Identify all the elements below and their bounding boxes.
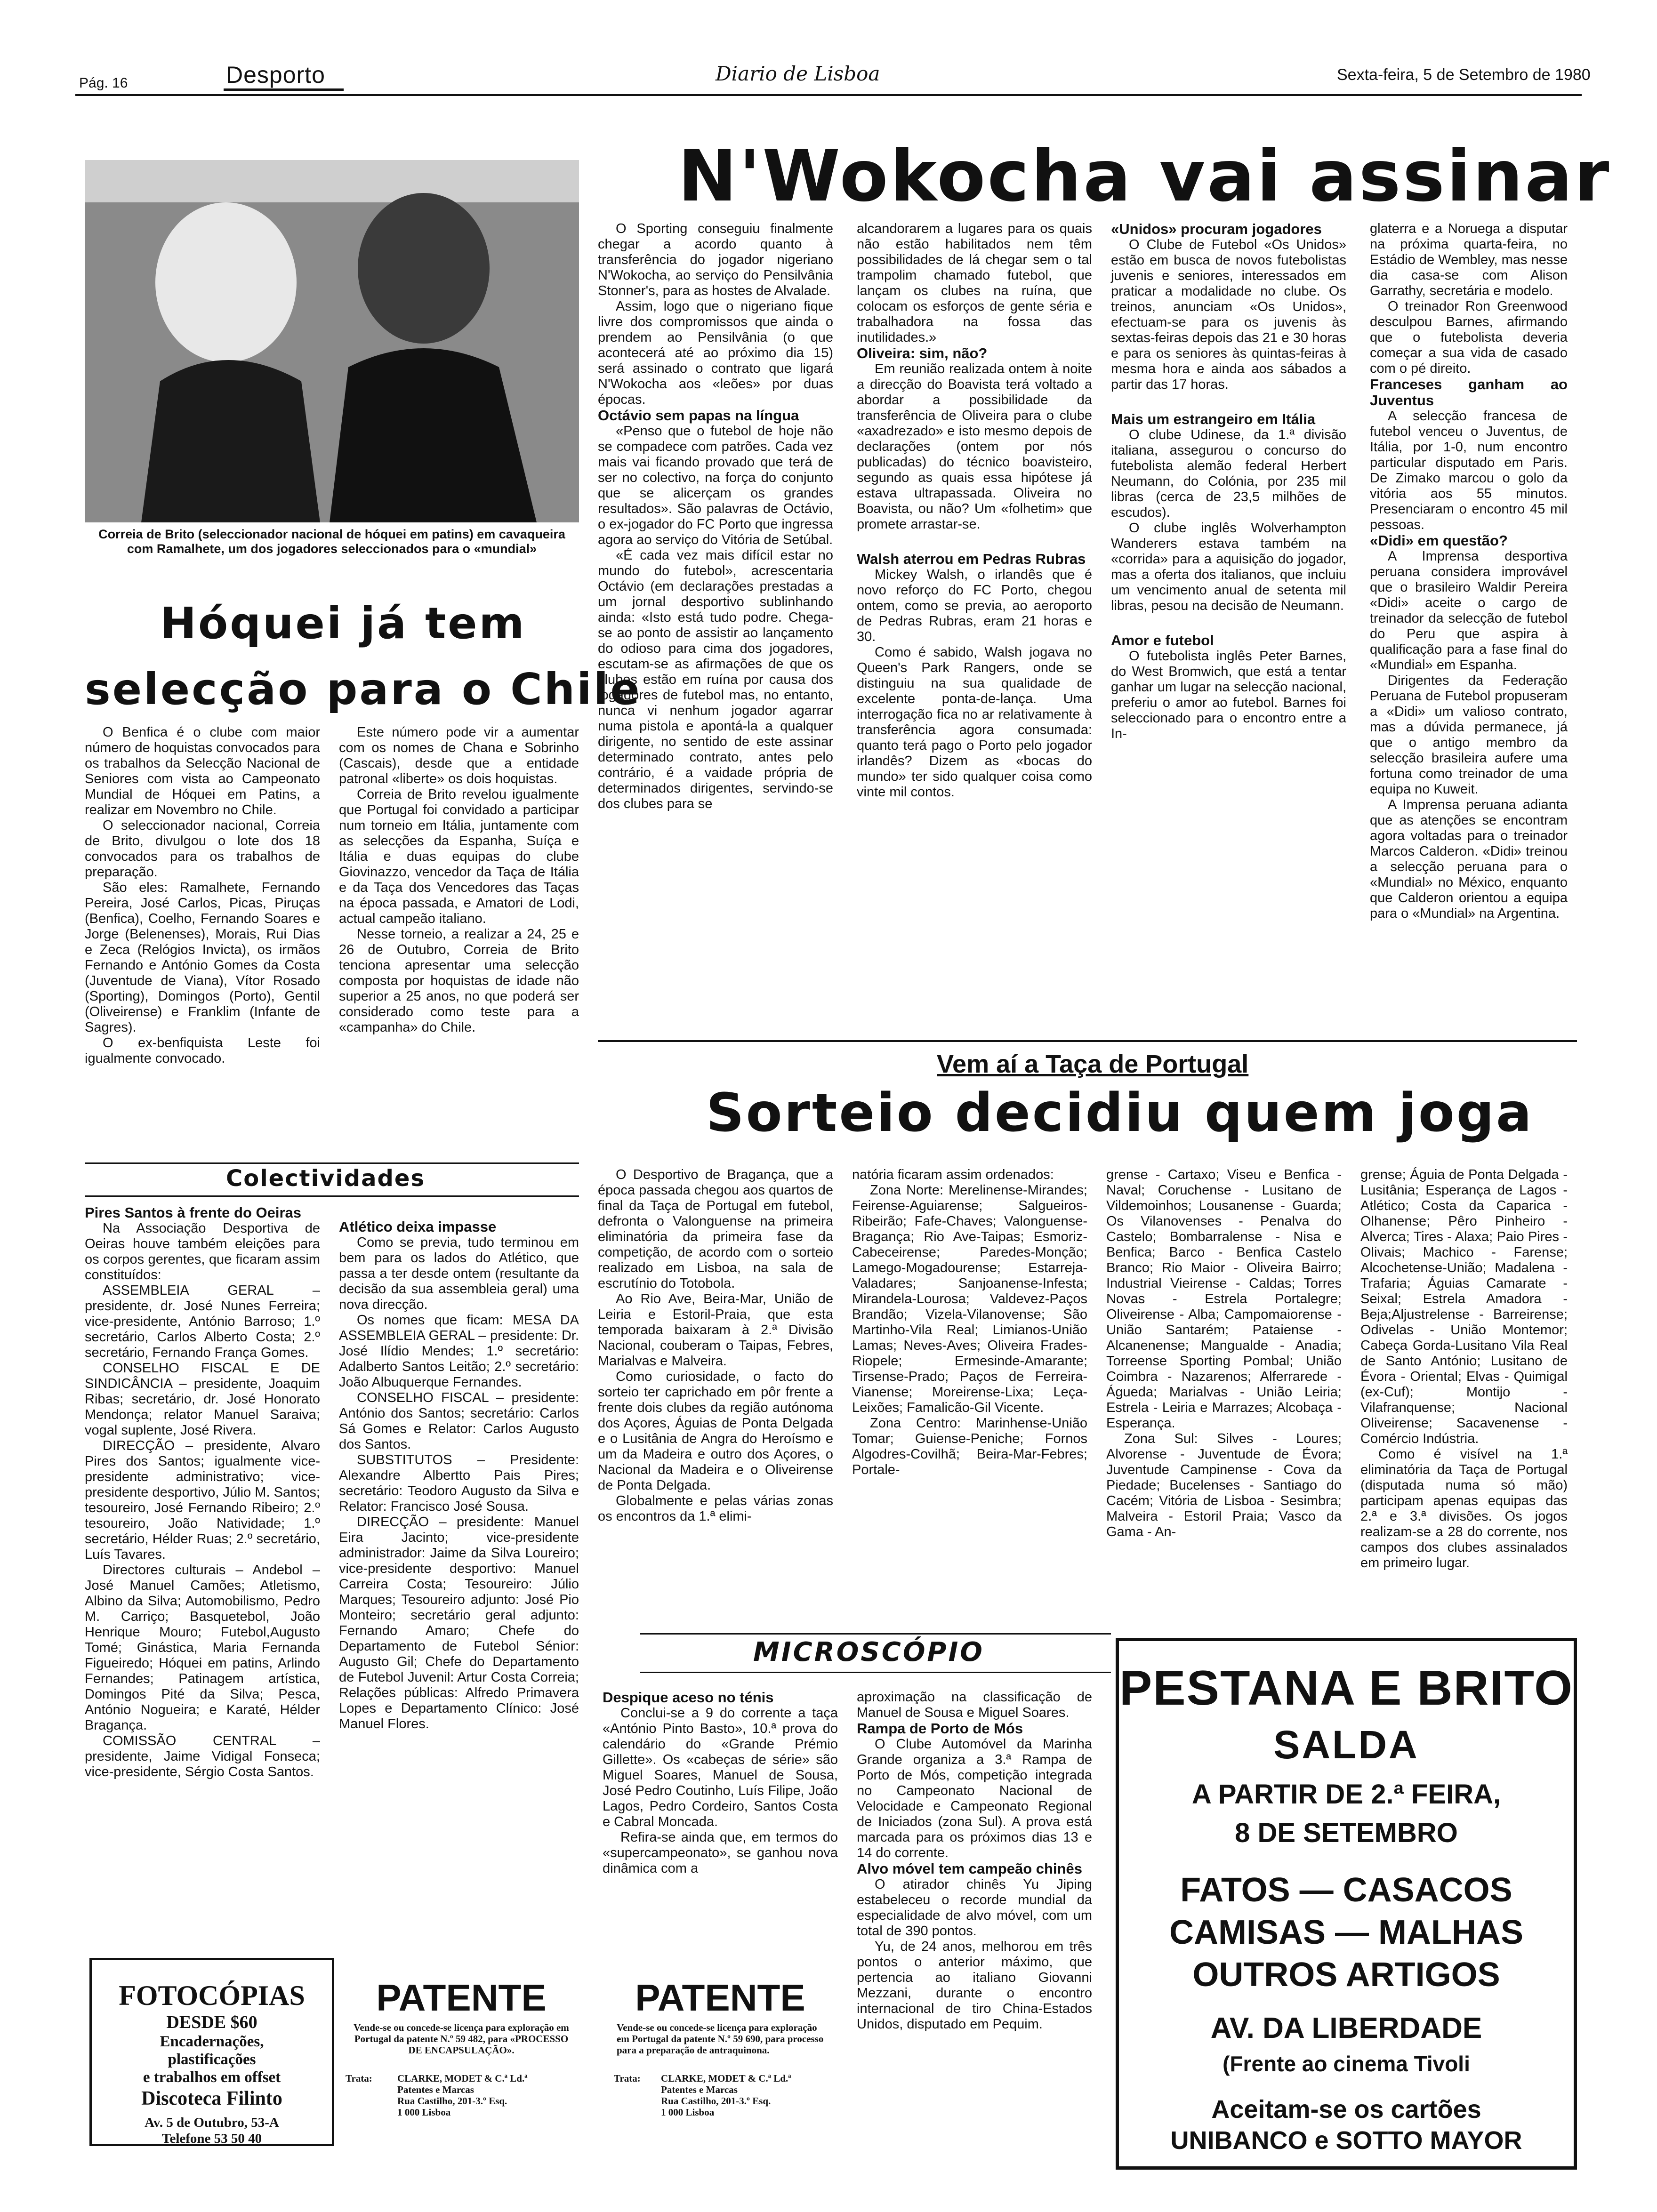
paragraph: Como é visível na 1.ª eliminatória da Taça de Portugal (disputada numa só mão) participam apenas equipas das 2.ª e 3.ª divisões. Os jogos realizam-se a 28 do corrente, nos campos dos clubes assinalados em primeiro lugar.	[1360, 1447, 1568, 1571]
fotocopias-ad	[89, 1958, 334, 2146]
patente-agent	[344, 2073, 579, 2118]
taca-column-4	[1360, 1167, 1568, 1571]
hoquei-headline-line2: selecção para o Chile	[85, 664, 642, 714]
patente-ad-1	[344, 1977, 579, 2118]
subheading: Mais um estrangeiro em Itália	[1111, 411, 1316, 427]
patente-trata: Trata:	[346, 2073, 372, 2084]
paragraph: Na Associação Desportiva de Oeiras houve também eleições para os corpos gerentes, que ficaram assim constituídos:	[85, 1221, 320, 1282]
paragraph: Refira-se ainda que, em termos do «supercampeonato», se ganhou nova dinâmica com a	[603, 1830, 838, 1876]
pestana-line: AV. DA LIBERDADE	[1210, 2012, 1482, 2044]
nwokocha-column-1	[598, 221, 833, 812]
patente-agent-line: Rua Castilho, 201-3.º Esq.	[397, 2095, 507, 2107]
colectividades-column-2	[339, 1219, 579, 1732]
subheading: Walsh aterrou em Pedras Rubras	[857, 551, 1086, 567]
taca-column-3	[1106, 1167, 1342, 1540]
patente-agent-line: Patentes e Marcas	[661, 2084, 738, 2095]
paragraph: Mickey Walsh, o irlandês que é novo reforço do FC Porto, chegou ontem, como se previa, ao aeroporto de Pedras Rubras, eram 21 horas e 30.	[857, 567, 1092, 644]
section-underline	[224, 88, 344, 91]
subheading: Franceses ganham ao Juventus	[1370, 376, 1568, 409]
patente-agent	[612, 2073, 828, 2118]
paragraph: Nesse torneio, a realizar a 24, 25 e 26 de Outubro, Correia de Brito tenciona apresentar uma selecção composta por hoquistas de idade não superior a 25 anos, no que poderá ser considerado como teste para a «campanha» do Chile.	[339, 927, 579, 1035]
pestana-line: FATOS — CASACOS	[1180, 1871, 1512, 1909]
patente-agent-line: Patentes e Marcas	[397, 2084, 474, 2095]
fotocopias-shop: Discoteca Filinto	[141, 2088, 282, 2109]
pestana-title: PESTANA E BRITO	[1119, 1661, 1574, 1715]
patente-agent-line: Rua Castilho, 201-3.º Esq.	[661, 2095, 771, 2107]
patente-ad-2	[612, 1977, 828, 2118]
paragraph: Como é sabido, Walsh jogava no Queen's Park Rangers, onde se distinguiu na sua qualidade de excelente ponta-de-lança. Uma interrogação fica no ar relativamente à transferência agora consumada: quanto terá pago o Porto pelo jogador irlandês? Dizem as «bocas do mundo» ter sido qualquer coisa como vinte mil contos.	[857, 645, 1092, 800]
paragraph: O futebolista inglês Peter Barnes, do West Bromwich, que está a tentar ganhar um lugar na selecção nacional, preferiu o amor ao futebol. Barnes foi seleccionado para o encontro entre a In-	[1111, 649, 1346, 741]
nwokocha-column-2	[857, 221, 1092, 800]
taca-column-1	[598, 1167, 833, 1524]
nwokocha-column-3	[1111, 221, 1346, 742]
paragraph: Zona Sul: Silves - Loures; Alvorense - Juventude de Évora; Juventude Campinense - Cova da Piedade; Bucelenses - Santiago do Cacém; Vitória de Lisboa - Sesimbra; Malveira - Estoril Praia; Vasco da Gama - An-	[1106, 1431, 1342, 1539]
paragraph: glaterra e a Noruega a disputar na próxima quarta-feira, no Estádio de Wembley, mas nesse dia casa-se com Alison Garrathy, secretária e modelo.	[1370, 221, 1568, 298]
patente-title: PATENTE	[376, 1977, 547, 2019]
pestana-line: (Frente ao cinema Tivoli	[1223, 2052, 1470, 2076]
paragraph: Zona Norte: Merelinense-Mirandes; Feirense-Aguiarense; Salgueiros-Ribeirão; Fafe-Chaves; Valonguense-Bragança; Rio Ave-Taipas; Esmoriz-Cabeceirense; Paredes-Monção; Lamego-Mogadourense; Estarreja-Valadares; Sanjoanense-Infesta; Mirandela-Lourosa; Valdevez-Paços Brandão; Vizela-Vilanovense; São Martinho-Vila Real; Limianos-União Lamas; Neves-Aves; Oliveira Frades-Riopele; Ermesinde-Amarante; Tirsense-Prado; Paços de Ferreira-Vianense; Moreirense-Lixa; Leça-Leixões; Famalicão-Gil Vicente.	[852, 1183, 1087, 1415]
paragraph: natória ficaram assim ordenados:	[852, 1167, 1054, 1182]
microscopio-column-1	[603, 1690, 838, 1876]
paragraph: O clube Udinese, da 1.ª divisão italiana, assegurou o concurso do futebolista alemão federal Herbert Neumann, do Colónia, por 235 mil libras (cerca de 23,5 milhões de escudos).	[1111, 427, 1346, 520]
subheading: Alvo móvel tem campeão chinês	[857, 1860, 1082, 1877]
paragraph: Os nomes que ficam: MESA DA ASSEMBLEIA GERAL – presidente: Dr. José Ilídio Mendes; 1.º secretário: Adalberto Santos Leitão; 2.º secretário: João Albuquerque Fernandes.	[339, 1313, 579, 1390]
page-number: Pág. 16	[79, 75, 128, 91]
taca-headline: Sorteio decidiu quem joga	[706, 1082, 1534, 1144]
patente-trata: Trata:	[614, 2073, 641, 2084]
pestana-line: UNIBANCO e SOTTO MAYOR	[1170, 2126, 1522, 2155]
paragraph: A Imprensa peruana adianta que as atenções se encontram agora voltadas para o treinador Marcos Calderon. «Didi» treinou a selecção peruana para o «Mundial» no México, enquanto que Calderon orientou a equipa para o «Mundial» na Argentina.	[1370, 797, 1568, 921]
patente-title: PATENTE	[635, 1977, 805, 2019]
taca-column-2	[852, 1167, 1087, 1478]
paragraph: Correia de Brito revelou igualmente que Portugal foi convidado a participar num torneio em Itália, juntamente com as selecções da Espanha, Suíça e Itália e duas equipas do clube Giovinazzo, vencedor da Taça de Itália e da Taça dos Vencedores das Taças na época passada, e Amatori de Lodi, actual campeão italiano.	[339, 787, 579, 926]
paragraph: O Clube de Futebol «Os Unidos» estão em busca de novos futebolistas juvenis e seniores, interessados em praticar a modalidade no clube. Os treinos, anunciam «Os Unidos», efectuam-se para os juvenis às sextas-feiras depois das 21 e 30 horas e para os seniores às quintas-feiras à mesma hora e ainda aos sábados a partir das 17 horas.	[1111, 237, 1346, 392]
colectividades-column-1	[85, 1205, 320, 1780]
paragraph: Dirigentes da Federação Peruana de Futebol propuseram a «Didi» um valioso contrato, mas a dúvida permanece, já que o antigo membro da selecção brasileira aufere uma fortuna como treinador de uma equipa no Kuweit.	[1370, 673, 1568, 797]
colectividades-title: Colectividades	[226, 1165, 426, 1192]
paragraph: Conclui-se a 9 do corrente a taça «António Pinto Basto», 10.ª prova do calendário do «Grande Prémio Gillette». Os «cabeças de série» são Miguel Soares, Manuel de Sousa, José Pedro Coutinho, Luís Filipe, João Lagos, Pedro Cordeiro, Santos Costa e Cabral Moncada.	[603, 1706, 838, 1829]
section-divider	[598, 1040, 1577, 1042]
pestana-line: OUTROS ARTIGOS	[1192, 1956, 1500, 1994]
fotocopias-line: plastificações	[168, 2051, 256, 2068]
paragraph: Como curiosidade, o facto do sorteio ter caprichado em pôr frente a frente dois clubes da região autónoma dos Açores, Águias de Ponta Delgada e o Lusitânia de Angra do Heroísmo e um da Madeira e outro dos Açores, o Nacional da Madeira e o Oliveirense de Ponta Delgada.	[598, 1369, 833, 1493]
paragraph: O Desportivo de Bragança, que a época passada chegou aos quartos de final da Taça de Portugal em futebol, defronta o Valonguense na primeira eliminatória da primeira fase da competição, de acordo com o sorteio realizado em Lisboa, na sala de escrutínio do Totobola.	[598, 1167, 833, 1291]
paragraph: Assim, logo que o nigeriano fique livre dos compromissos que ainda o prendem ao Pensilvânia (o que acontecerá até ao próximo dia 15) será assinado o contrato que ligará N'Wokocha aos «leões» por duas épocas.	[598, 299, 833, 407]
paragraph: DIRECÇÃO – presidente: Manuel Eira Jacinto; vice-presidente administrador: Jaime da Silva Loureiro; vice-presidente desportivo: Manuel Carreira Costa; Tesoureiro: Júlio Marques; Tesoureiro adjunto: José Pio Monteiro; secretário geral adjunto: Fernando Amaro; Chefe do Departamento de Futebol Sénior: Augusto Gil; Chefe do Departamento de Futebol Juvenil: Artur Costa Correia; Relações públicas: Alfredo Primavera Lopes e Departamento Clínico: José Manuel Flores.	[339, 1515, 579, 1731]
header-rule	[75, 94, 1582, 96]
section-name: Desporto	[226, 62, 325, 88]
paragraph: ASSEMBLEIA GERAL – presidente, dr. José Nunes Ferreira; vice-presidente, António Barroso; 1.º secretário, Carlos Alberto Costa; 2.º secretário, Fernando França Gomes.	[85, 1283, 320, 1360]
fotocopias-price: DESDE $60	[166, 2012, 257, 2032]
page-date: Sexta-feira, 5 de Setembro de 1980	[1337, 66, 1591, 84]
subheading: Pires Santos à frente do Oeiras	[85, 1204, 302, 1221]
subheading: Oliveira: sim, não?	[857, 345, 988, 361]
newspaper-masthead: Diario de Lisboa	[716, 62, 880, 85]
paragraph: Zona Centro: Marinhense-União Tomar; Guiense-Peniche; Fornos Algodres-Covilhã; Beira-Mar-Febres; Portale-	[852, 1416, 1087, 1477]
fotocopias-address: Av. 5 de Outubro, 53-A	[145, 2115, 279, 2130]
fotocopias-title: FOTOCÓPIAS	[119, 1980, 305, 2011]
photo-caption: Correia de Brito (seleccionador nacional de hóquei em patins) em cavaqueira com Ramalhete, um dos jogadores seleccionados para o «mundial»	[98, 527, 565, 556]
microscopio-bottom-rule	[640, 1672, 1111, 1673]
pestana-line: SALDA	[1273, 1723, 1419, 1767]
paragraph: O atirador chinês Yu Jiping estabeleceu o recorde mundial da especialidade de alvo móvel, com um total de 390 pontos.	[857, 1877, 1092, 1939]
fotocopias-line: Encadernações,	[160, 2033, 264, 2050]
microscopio-title: MICROSCÓPIO	[753, 1637, 984, 1667]
paragraph: O ex-benfiquista Leste foi igualmente convocado.	[85, 1035, 320, 1066]
hockey-photo	[85, 160, 579, 522]
pestana-line: A PARTIR DE 2.ª FEIRA,	[1191, 1779, 1501, 1810]
paragraph: alcandorarem a lugares para os quais não estão habilitados nem têm possibilidades de lá chegar sem o tal trampolim chamado futebol, que lançam os clubes na ruína, que colocam os esforços de gente séria e trabalhadora na fossa das inutilidades.»	[857, 221, 1092, 345]
paragraph: Este número pode vir a aumentar com os nomes de Chana e Sobrinho (Cascais), desde que a entidade patronal «liberte» os dois hoquistas.	[339, 725, 579, 786]
paragraph: Directores culturais – Andebol – José Manuel Camões; Atletismo, Albino da Silva; Automobilismo, Pedro M. Carriço; Basquetebol, João Henrique Mouro; Futebol,Augusto Tomé; Ginástica, Maria Fernanda Figueiredo; Hóquei em patins, Arlindo Fernandes; Patinagem artística, Domingos Pité da Silva; Pesca, António Nogueira; e Karaté, Hélder Bragança.	[85, 1563, 320, 1733]
paragraph: Ao Rio Ave, Beira-Mar, União de Leiria e Estoril-Praia, que esta temporada baixaram à 2.ª Divisão Nacional, couberam o Taipas, Febres, Marialvas e Malveira.	[598, 1291, 833, 1369]
paragraph: «É cada vez mais difícil estar no mundo do futebol», acrescentaria Octávio (em declarações prestadas a um jornal desportivo sublinhando ainda: «Isto está tudo podre. Chega-se ao ponto de assistir ao lançamento do odioso para cima dos jogadores, escutam-se as afirmações de que os clubes estão em ruína por causa dos jogadores de futebol mas, no entanto, nunca vi nenhum jogador agarrar numa pistola e apontá-la a qualquer dirigente, no sentido de este assinar determinado contrato, antes pelo contrário, é a vaidade própria de determinados dirigentes, servindo-se dos clubes para se	[598, 548, 833, 811]
fotocopias-line: e trabalhos em offset	[143, 2069, 281, 2086]
subheading: «Didi» em questão?	[1370, 532, 1508, 549]
patente-agent-line: CLARKE, MODET & C.ª Ld.ª	[661, 2073, 791, 2084]
paragraph: Em reunião realizada ontem à noite a direcção do Boavista terá voltado a abordar a possibilidade da transferência de Oliveira para o clube «axadrezado» e isto mesmo depois de declarações (ontem por nós publicadas) do técnico boavisteiro, segundo as quais essa hipótese já estava ultrapassada. Oliveira no Boavista, ou não? Um «folhetim» que promete arrastar-se.	[857, 361, 1092, 532]
patente-agent-line: 1 000 Lisboa	[397, 2107, 451, 2118]
pestana-line: Aceitam-se os cartões	[1211, 2095, 1481, 2124]
paragraph: O clube inglês Wolverhampton Wanderers estava também na «corrida» para a aquisição do jogador, mas a oferta dos italianos, que incluiu um vencimento anual de setenta mil libras, pesou na decisão de Neumann.	[1111, 521, 1346, 613]
patente-agent-line: 1 000 Lisboa	[661, 2107, 715, 2118]
nwokocha-headline: N'Wokocha vai assinar	[678, 136, 1611, 217]
colectividades-bottom-rule	[85, 1195, 579, 1197]
taca-kicker: Vem aí a Taça de Portugal	[937, 1050, 1249, 1078]
paragraph: COMISSÃO CENTRAL – presidente, Jaime Vidigal Fonseca; vice-presidente, Sérgio Costa Santos.	[85, 1733, 320, 1779]
paragraph: CONSELHO FISCAL – presidente: António dos Santos; secretário: Carlos Sá Gomes e Relator: Carlos Augusto dos Santos.	[339, 1390, 579, 1452]
paragraph: O treinador Ron Greenwood desculpou Barnes, afirmando que o futebolista deveria começar a sua vida de casado com o pé direito.	[1370, 299, 1568, 376]
paragraph: DIRECÇÃO – presidente, Alvaro Pires dos Santos; igualmente vice-presidente administrativo; vice-presidente desportivo, Júlio M. Santos; tesoureiro, José Fernando Ribeiro; 2.º tesoureiro, João Natividade; 1.º secretário, Hélder Ruas; 2.º secretário, Luís Tavares.	[85, 1438, 320, 1562]
paragraph: grense - Cartaxo; Viseu e Benfica - Naval; Coruchense - Lusitano de Vildemoinhos; Lousanense - Guarda; Os Vilanovenses - Penalva do Castelo; Bombarralense - Nisa e Benfica; Barco - Benfica Castelo Branco; Rio Maior - Oliveira Bairro; Industrial Vieirense - Caldas; Torres Novas - Estrela Portalegre; Oliveirense - Alba; Campomaiorense - União Santarém; Pataiense - Alcanenense; Mangualde - Anadia; Torreense Sporting Pombal; União Coimbra - Nazarenos; Alferrarede - Águeda; Marialvas - União Leiria; Estrela - Leiria e Marrazes; Alcobaça -Esperança.	[1106, 1167, 1342, 1431]
hoquei-headline-line1: Hóquei já tem	[160, 598, 526, 649]
patente-agent-line: CLARKE, MODET & C.ª Ld.ª	[397, 2073, 528, 2084]
paragraph: A Imprensa desportiva peruana considera improvável que o brasileiro Waldir Pereira «Didi» aceite o cargo de treinador da selecção de futebol do Peru que aspira à qualificação para a fase final do «Mundial» em Espanha.	[1370, 549, 1568, 673]
paragraph: Globalmente e pelas várias zonas os encontros da 1.ª elimi-	[598, 1493, 833, 1524]
subheading: «Unidos» procuram jogadores	[1111, 221, 1322, 237]
subheading: Amor e futebol	[1111, 632, 1214, 649]
hoquei-column-2	[339, 725, 579, 1035]
microscopio-top-rule	[640, 1633, 1111, 1635]
hoquei-column-1	[85, 725, 320, 1066]
nwokocha-column-4	[1370, 221, 1568, 922]
paragraph: CONSELHO FISCAL E DE SINDICÂNCIA – presidente, Joaquim Ribas; secretário, dr. José Honorato Mendonça; relator Manuel Saraiva; vogal suplente, José Rivera.	[85, 1361, 320, 1438]
patente-body: Vende-se ou concede-se licença para exploração em Portugal da patente N.º 59 690, para processo para a preparação de antraquinona.	[617, 2022, 824, 2056]
microscopio-column-2	[857, 1690, 1092, 2032]
hockey-photo-figures	[85, 160, 579, 522]
paragraph: A selecção francesa de futebol venceu o Juventus, de Itália, por 1-0, num encontro particular disputado em Paris. De Zimako marcou o golo da vitória aos 55 minutos. Presenciaram o encontro 45 mil pessoas.	[1370, 409, 1568, 532]
pestana-brito-ad	[1116, 1638, 1577, 2170]
paragraph: grense; Águia de Ponta Delgada - Lusitânia; Esperança de Lagos - Atlético; Costa da Caparica -Olhanense; Pêro Pinheiro - Alverca; Tires - Alaxa; Paio Pires -Olivais; Machico - Farense; Alcochetense-União; Madalena - Trafaria; Águias Camarate -Seixal; Estrela Amadora - Beja;Aljustrelense - Barreirense; Odivelas - União Montemor; Cabeça Gorda-Lusitano Vila Real de Santo António; Lusitano de Évora - Oriental; Elvas - Quimigal (ex-Cuf); Montijo - Vilafranquense; Nacional Oliveirense; Sacavenense - Comércio Indústria.	[1360, 1167, 1568, 1446]
subheading: Atlético deixa impasse	[339, 1218, 497, 1235]
fotocopias-phone: Telefone 53 50 40	[161, 2131, 262, 2146]
subheading: Octávio sem papas na língua	[598, 407, 799, 424]
subheading: Rampa de Porto de Mós	[857, 1720, 1023, 1737]
patente-body: Vende-se ou concede-se licença para exploração em Portugal da patente N.º 59 482, para «PROCESSO DE ENCAPSULAÇÃO».	[354, 2022, 569, 2056]
paragraph: O Benfica é o clube com maior número de hoquistas convocados para os trabalhos da Selecção Nacional de Seniores com vista ao Campeonato Mundial de Hóquei em Patins, a realizar em Novembro no Chile.	[85, 725, 320, 817]
paragraph: Como se previa, tudo terminou em bem para os lados do Atlético, que passa a ter desde ontem (resultante da decisão da sua assembleia geral) uma nova direcção.	[339, 1235, 579, 1312]
paragraph: «Penso que o futebol de hoje não se compadece com patrões. Cada vez mais vai ficando provado que terá de ser no colectivo, na força do conjunto que se alicerçam os grandes resultados». São palavras de Octávio, o ex-jogador do FC Porto que ingressa agora ao serviço do Vitória de Setúbal.	[598, 424, 833, 547]
paragraph: O Clube Automóvel da Marinha Grande organiza a 3.ª Rampa de Porto de Mós, competição integrada no Campeonato Nacional de Velocidade e Campeonato Regional de Iniciados (zona Sul). A prova está marcada para os próximos dias 13 e 14 do corrente.	[857, 1737, 1092, 1860]
paragraph: O Sporting conseguiu finalmente chegar a acordo quanto à transferência do jogador nigeriano N'Wokocha, ao serviço do Pensilvânia Stonner's, para as hostes de Alvalade.	[598, 221, 833, 298]
paragraph: aproximação na classificação de Manuel de Sousa e Miguel Soares.	[857, 1690, 1092, 1720]
colectividades-top-rule	[85, 1162, 579, 1164]
paragraph: O seleccionador nacional, Correia de Brito, divulgou o lote dos 18 convocados para os trabalhos de preparação.	[85, 818, 320, 880]
paragraph: SUBSTITUTOS – Presidente: Alexandre Albertto Pais Pires; secretário: Teodoro Augusto da Silva e Relator: Francisco José Sousa.	[339, 1452, 579, 1514]
paragraph: Yu, de 24 anos, melhorou em três pontos o anterior máximo, que pertencia ao italiano Giovanni Mezzani, durante o encontro internacional de tiro China-Estados Unidos, disputado em Pequim.	[857, 1939, 1092, 2032]
pestana-line: CAMISAS — MALHAS	[1169, 1914, 1523, 1951]
pestana-line: 8 DE SETEMBRO	[1235, 1818, 1458, 1848]
paragraph: São eles: Ramalhete, Fernando Pereira, José Carlos, Picas, Piruças (Benfica), Coelho, Fernando Soares e Jorge (Belenenses), Morais, Rui Dias e Zeca (Relógios Invicta), os irmãos Fernando e António Gomes da Costa (Juventude de Viana), Vítor Rosado (Sporting), Domingos (Porto), Gentil (Oliveirense) e Franklim (Infante de Sagres).	[85, 880, 320, 1035]
subheading: Despique aceso no ténis	[603, 1689, 774, 1706]
